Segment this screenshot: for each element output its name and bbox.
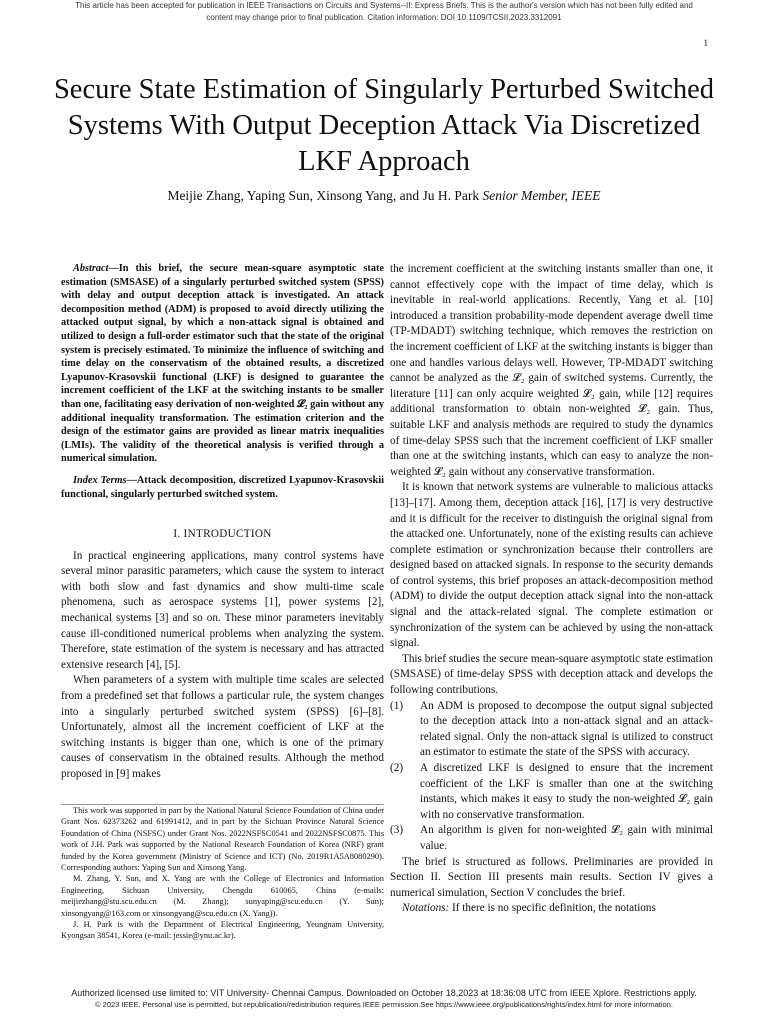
index-terms-text: —Attack decomposition, discretized Lyapunov-Krasovskii functional, singularly perturbed switched system. bbox=[61, 474, 384, 500]
right-paragraph-3: This brief studies the secure mean-square asymptotic state estimation (SMSASE) of time-delay SPSS with deception attack and develops the following contributions. bbox=[390, 652, 713, 697]
affiliation-footnote-2: J. H. Park is with the Department of Electrical Engineering, Yeungnam University, Kyongsan 38541, Korea (e-mail: jessie@ynu.ac.kr). bbox=[61, 920, 384, 941]
intro-paragraph-2: When parameters of a system with multiple time scales are selected from a predefined set that follows a particular rule, the system changes into a singularly perturbed switched system (SPSS) [6]–[8]. Unfortunately, almost all the increment coefficient of LKF at the switching instants is bigger than one, which is one of the primary causes of conservatism in the obtained results. Although the method proposed in [9] makes bbox=[61, 674, 384, 780]
contribution-list bbox=[390, 699, 713, 855]
abstract bbox=[61, 262, 384, 466]
contribution-number: (2) bbox=[390, 762, 404, 774]
right-paragraph-1: the increment coefficient at the switching instants smaller than one, it cannot effectively cope with the impact of time delay, which is inevitable in real-world applications. Recently, Yang et al. [10] introduced a transition probability-mode dependent average dwell time (TP-MDADT) switching technique, which removes the restriction on the increment coefficient of LKF at the switching instants is bigger than one and handles various delays well. However, TP-MDADT switching cannot be analyzed as the 𝓛₂ gain of switched systems. Currently, the literature [11] can only acquire weighted 𝓛₂ gain, while [12] requires additional transformation to obtain non-weighted 𝓛₂ gain. Thus, suitable LKF and analysis methods are required to study the dynamics of time-delay SPSS such that the increment coefficient of LKF smaller than one at the switching instants, which can easy to analyze the non-weighted 𝓛₂ gain without any conservative transformation. bbox=[390, 263, 713, 478]
intro-paragraph-1: In practical engineering applications, many control systems have several minor parasitic parameters, which cause the system to interact with both slow and fast dynamics and show multi-time scale phenomena, such as aerospace systems [1], power systems [2], mechanical systems [3] and so on. These minor parameters inevitably cause ill-conditioned numerical problems when analyzing the system. Therefore, state estimation of the system is necessary and has attracted extensive research [4], [5]. bbox=[61, 549, 384, 671]
abstract-label: Abstract bbox=[73, 263, 109, 274]
license-notice: Authorized licensed use limited to: VIT University- Chennai Campus. Downloaded on October 18,2023 at 18:36:08 UTC from IEEE Xplore. Restrictions apply. bbox=[71, 988, 697, 998]
contribution-item bbox=[390, 761, 713, 823]
abstract-text: —In this brief, the secure mean-square asymptotic state estimation (SMSASE) of a singularly perturbed switched system (SPSS) with delay and output deception attack is investigated. An attack decomposition method (ADM) is proposed to avoid directly utilizing the attacked output signal, by which a non-attack signal is obtained and utilized to design a full-order estimator such that the state of the original system is precisely estimated. To minimize the influence of switching and time delay on the conservatism of the obtained results, a discretized Lyapunov-Krasovskii functional (LKF) is designed to guarantee the increment coefficient of the LKF at the switching instants to be smaller than one, facilitating easy derivation of non-weighted 𝓛₂ gain without any additional inequality transformation. The estimation criterion and the design of the estimator gains are provided as linear matrix inequalities (LMIs). The validity of the theoretical analysis is verified through a numerical simulation. bbox=[61, 263, 384, 465]
contribution-text: A discretized LKF is designed to ensure that the increment coefficient of the LKF is smaller than one at the switching instants, which makes it easy to study the non-weighted 𝓛₂ gain with no conservative transformation. bbox=[420, 762, 713, 821]
contribution-text: An algorithm is given for non-weighted 𝓛₂ gain with minimal value. bbox=[420, 824, 713, 852]
notations-paragraph bbox=[390, 901, 713, 917]
right-paragraph-4: The brief is structured as follows. Preliminaries are provided in Section II. Section III presents main results. Section IV gives a numerical simulation, Section V concludes the brief. bbox=[390, 855, 713, 899]
author-names: Meijie Zhang, Yaping Sun, Xinsong Yang, and Ju H. Park bbox=[167, 188, 480, 203]
notations-text: If there is no specific definition, the notations bbox=[449, 902, 656, 915]
contribution-number: (3) bbox=[390, 824, 404, 837]
author-membership: Senior Member, IEEE bbox=[482, 188, 601, 203]
contribution-item bbox=[390, 699, 713, 761]
publication-notice-line-1: This article has been accepted for publication in IEEE Transactions on Circuits and Systems--II: Express Briefs. This is the author's version which has not been fully edited and bbox=[75, 1, 693, 10]
index-terms bbox=[61, 474, 384, 501]
author-line bbox=[40, 188, 728, 204]
right-column bbox=[390, 262, 713, 917]
contribution-text: An ADM is proposed to decompose the output signal subjected to the deception attack into a non-attack signal and an attack-related signal. Only the non-attack signal is utilized to construct an estimator to estimate the state of the SPSS with accuracy. bbox=[420, 699, 713, 759]
right-paragraph-2: It is known that network systems are vulnerable to malicious attacks [13]–[17]. Among them, deception attack [16], [17] is very destructive and it is difficult for the receiver to distinguish the original signal from the attacked one. Unfortunately, none of the existing results can achieve complete estimation or synchronization because their controllers are designed based on attacked signals. In response to the security demands of control systems, this brief proposes an attack-decomposition method (ADM) to divide the output deception attack signal into the non-attack signal and the attack-related signal. The complete estimation or synchronization of the system can be achieved by using the non-attack signal. bbox=[390, 481, 713, 650]
contribution-number: (1) bbox=[390, 699, 404, 712]
funding-footnote: This work was supported in part by the National Natural Science Foundation of China under Grant Nos. 62373262 and 61991412, and in part by the Sichuan Province Natural Science Foundation of China (NSFSC) under Grant Nos. 2022NSFSC0541 and 2022NSFSC0875. This work of J.H. Park was supported by the National Research Foundation of Korea (NRF) grant funded by the Korea government (Ministry of Science and ICT) (No. 2019R1A5A8080290). Corresponding authors: Yaping Sun and Xinsong Yang. bbox=[61, 806, 384, 873]
publication-notice-line-2: content may change prior to final publication. Citation information: DOI 10.1109/TCSII.2023.3312091 bbox=[206, 13, 562, 22]
copyright-notice: © 2023 IEEE. Personal use is permitted, but republication/redistribution requires IEEE permission.See https://www.ieee.org/publications/rights/index.html for more information. bbox=[95, 1000, 673, 1009]
page-number: 1 bbox=[703, 38, 708, 48]
index-terms-label: Index Terms bbox=[73, 474, 127, 486]
left-column bbox=[61, 262, 384, 783]
notations-label: Notations: bbox=[402, 902, 450, 915]
contribution-item bbox=[390, 823, 713, 854]
section-heading-introduction: I. INTRODUCTION bbox=[173, 528, 272, 541]
paper-title: Secure State Estimation of Singularly Perturbed Switched Systems With Output Deception Attack Via Discretized LKF Approach bbox=[53, 74, 715, 177]
affiliation-footnote-1: M. Zhang, Y. Sun, and X. Yang are with the College of Electronics and Information Engineering, Sichuan University, Chengdu 610065, China (e-mails: meijiezhang@stu.scu.edu.cn (M. Zhang); sunyaping@scu.edu.cn (Y. Sun); xinsongyang@163.com or xinsongyang@scu.edu.cn (X. Yang)). bbox=[61, 874, 384, 918]
publication-notice bbox=[0, 0, 768, 24]
first-page-footnote bbox=[61, 804, 384, 942]
